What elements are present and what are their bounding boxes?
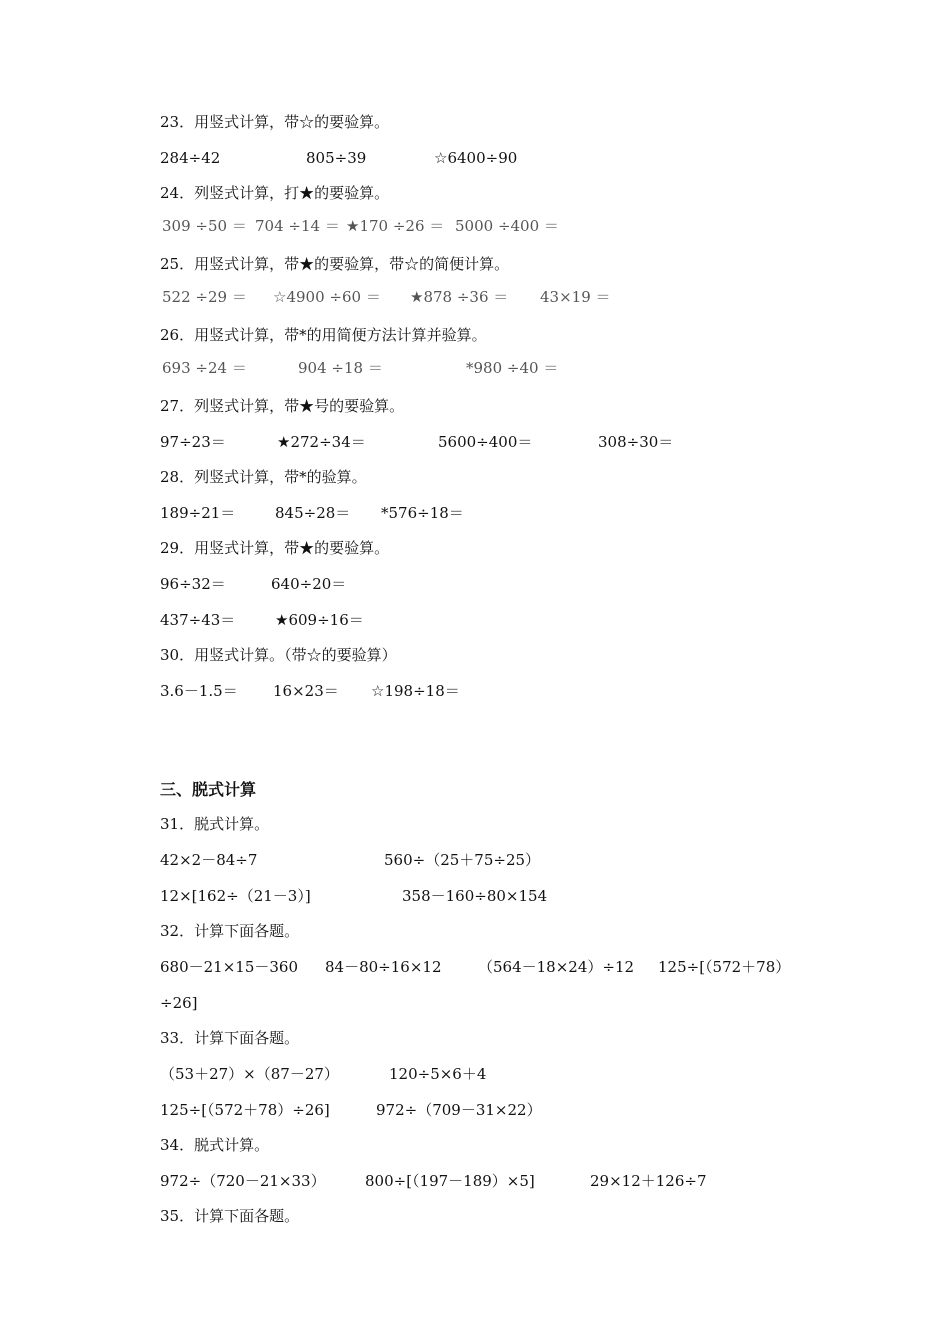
problem: 640÷20＝: [271, 575, 347, 593]
problem: 43×19 ＝: [540, 288, 611, 306]
problem: 560÷（25＋75÷25）: [384, 851, 541, 869]
section-heading: 三、脱式计算: [160, 780, 257, 799]
q25-title: 25．用竖式计算，带★的要验算，带☆的简便计算。: [160, 255, 510, 273]
problem: 308÷30＝: [598, 433, 674, 451]
q24-title: 24．列竖式计算，打★的要验算。: [160, 184, 390, 202]
problem: 96÷32＝: [160, 575, 226, 593]
problem: ★878 ÷36 ＝: [410, 288, 509, 306]
q27-title: 27．列竖式计算，带★号的要验算。: [160, 397, 405, 415]
problem: ★170 ÷26 ＝: [346, 217, 445, 235]
problem: ☆4900 ÷60 ＝: [273, 288, 381, 306]
problem: 120÷5×6＋4: [389, 1065, 487, 1083]
problem: 904 ÷18 ＝: [298, 359, 383, 377]
q34-title: 34．脱式计算。: [160, 1136, 270, 1154]
q29-title: 29．用竖式计算，带★的要验算。: [160, 539, 390, 557]
problem: 800÷[（197－189）×5]: [365, 1172, 535, 1190]
q35-title: 35．计算下面各题。: [160, 1207, 300, 1225]
problem: ☆6400÷90: [434, 149, 518, 167]
problem: 522 ÷29 ＝: [162, 288, 247, 306]
problem: 12×[162÷（21－3）]: [160, 887, 311, 905]
problem: 805÷39: [306, 149, 367, 167]
problem: 284÷42: [160, 149, 221, 167]
problem: 437÷43＝: [160, 611, 236, 629]
problem: （53＋27）×（87－27）: [160, 1065, 339, 1083]
problem: *576÷18＝: [381, 504, 464, 522]
problem: 16×23＝: [273, 682, 339, 700]
q33-title: 33．计算下面各题。: [160, 1029, 300, 1047]
problem: ☆198÷18＝: [371, 682, 460, 700]
problem: *980 ÷40 ＝: [466, 359, 559, 377]
problem: 972÷（709－31×22）: [376, 1101, 542, 1119]
problem: 693 ÷24 ＝: [162, 359, 247, 377]
problem: 84－80÷16×12: [325, 958, 442, 976]
problem: 5000 ÷400 ＝: [455, 217, 559, 235]
problem: 125÷[（572＋78）÷26]: [160, 1101, 330, 1119]
problem: 5600÷400＝: [438, 433, 533, 451]
q32-title: 32．计算下面各题。: [160, 922, 300, 940]
problem: 3.6－1.5＝: [160, 682, 238, 700]
problem: 125÷[（572＋78）: [658, 958, 791, 976]
q23-title: 23．用竖式计算，带☆的要验算。: [160, 113, 390, 131]
problem: 972÷（720－21×33）: [160, 1172, 326, 1190]
problem: 358－160÷80×154: [402, 887, 548, 905]
problem: ★609÷16＝: [275, 611, 364, 629]
q26-title: 26．用竖式计算，带*的用简便方法计算并验算。: [160, 326, 487, 344]
problem: ★272÷34＝: [277, 433, 366, 451]
problem: 704 ÷14 ＝: [255, 217, 340, 235]
q30-title: 30．用竖式计算。（带☆的要验算）: [160, 646, 397, 664]
q32-wrap: ÷26]: [160, 994, 198, 1012]
problem: 42×2－84÷7: [160, 851, 258, 869]
problem: 29×12＋126÷7: [590, 1172, 707, 1190]
problem: （564－18×24）÷12: [478, 958, 635, 976]
problem: 845÷28＝: [275, 504, 351, 522]
q31-title: 31．脱式计算。: [160, 815, 270, 833]
q28-title: 28．列竖式计算，带*的验算。: [160, 468, 367, 486]
problem: 309 ÷50 ＝: [162, 217, 247, 235]
problem: 97÷23＝: [160, 433, 226, 451]
problem: 189÷21＝: [160, 504, 236, 522]
problem: 680－21×15－360: [160, 958, 299, 976]
